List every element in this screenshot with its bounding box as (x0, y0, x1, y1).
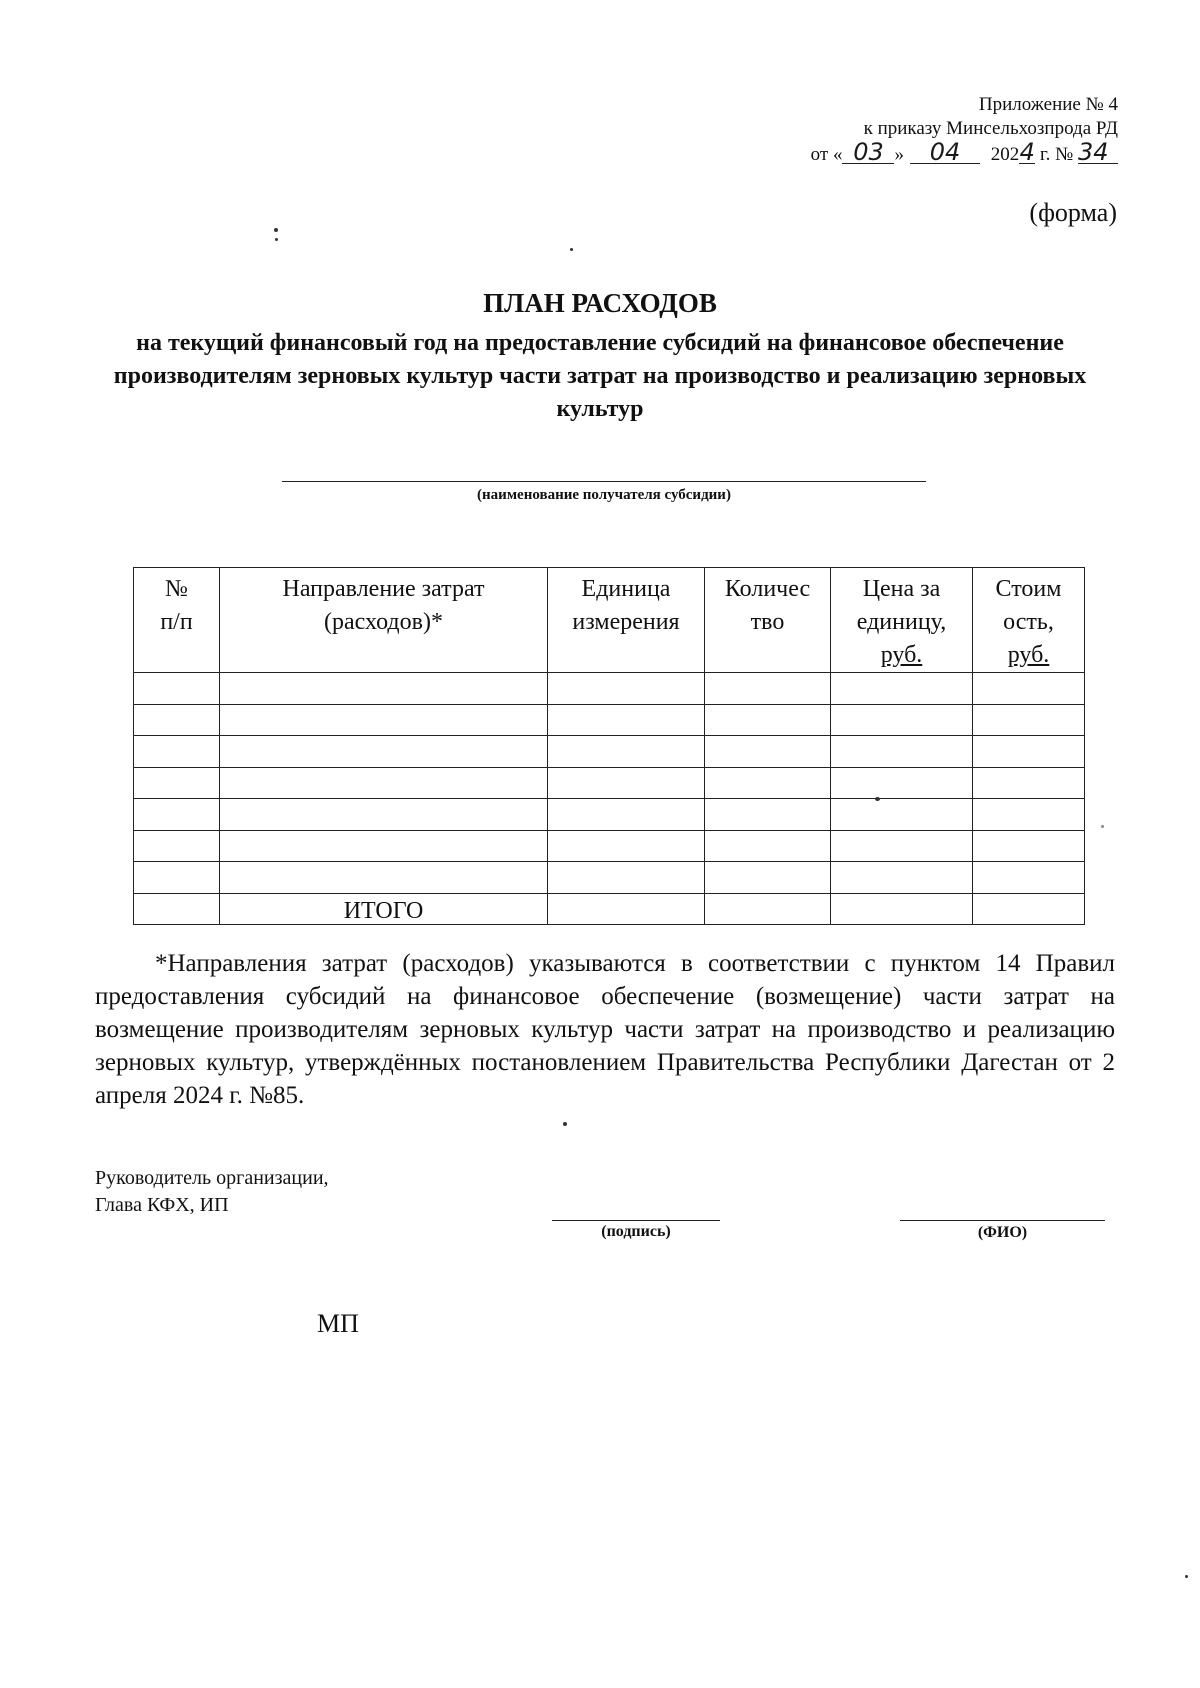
scan-speck (275, 238, 278, 241)
scan-speck (1101, 825, 1104, 828)
header-unit (548, 568, 705, 673)
header-cost-line1: Стоим (995, 576, 1062, 602)
header-direction-line1: Направление затрат (282, 576, 485, 602)
appendix-number: Приложение № 4 (978, 94, 1118, 115)
table-cell[interactable] (973, 799, 1085, 831)
stamp-place-label: МП (317, 1309, 359, 1338)
handwritten-month: 04 (910, 141, 980, 164)
table-cell[interactable] (831, 893, 973, 925)
table-cell[interactable] (134, 767, 220, 799)
header-price-line3: руб. (880, 642, 923, 668)
year-prefix: 202 (990, 144, 1020, 165)
table-cell[interactable] (548, 893, 705, 925)
header-number-line1: № (165, 576, 188, 602)
header-price-line2: единицу, (856, 609, 947, 635)
day-suffix: » (894, 144, 904, 165)
header-cost-line3: руб. (1007, 642, 1050, 668)
table-row (134, 799, 1085, 831)
table-cell[interactable] (548, 736, 705, 768)
document-subtitle: на текущий финансовый год на предоставление субсидий на финансовое обеспечение производителям зерновых культур части затрат на производство и реализацию зерновых культур (113, 330, 1087, 422)
table-row (134, 736, 1085, 768)
total-cost-cell[interactable] (973, 893, 1085, 925)
table-cell[interactable] (134, 799, 220, 831)
header-number (134, 568, 220, 673)
scan-speck (274, 228, 278, 232)
table-row (134, 767, 1085, 799)
table-cell[interactable] (831, 767, 973, 799)
footnote: *Направления затрат (расходов) указываются в соответствии с пунктом 14 Правил предоставления субсидий на финансовое обеспечение (возмещение) части затрат на возмещение производителям зерновых культур части затрат на производство и реализацию зерновых культур, утверждённых постановлением Правительства Республики Дагестан от 2 апреля 2024 г. №85. (95, 950, 1115, 1109)
table-cell[interactable] (973, 736, 1085, 768)
scan-speck (875, 797, 880, 801)
table-cell[interactable] (220, 673, 548, 705)
recipient-name-field[interactable] (282, 481, 926, 482)
table-cell[interactable] (134, 893, 220, 925)
table-cell[interactable] (705, 893, 831, 925)
total-label: ИТОГО (220, 893, 548, 925)
signature-caption: (подпись) (601, 1223, 671, 1240)
table-row (134, 862, 1085, 894)
table-cell[interactable] (220, 767, 548, 799)
table-cell[interactable] (134, 736, 220, 768)
header-quantity (705, 568, 831, 673)
total-row (134, 893, 1085, 925)
appendix-block (698, 93, 1118, 167)
table-row (134, 830, 1085, 862)
date-prefix: от « (810, 144, 843, 165)
header-quantity-line1: Количес (724, 576, 811, 602)
appendix-date-line (698, 138, 1118, 167)
handwritten-year-digit: 4 (1019, 138, 1035, 166)
table-cell[interactable] (831, 862, 973, 894)
appendix-order-ref: к приказу Минсельхозпрода РД (863, 118, 1118, 139)
signature-field[interactable] (552, 1220, 720, 1221)
document-title: ПЛАН РАСХОДОВ (483, 288, 717, 318)
table-cell[interactable] (548, 704, 705, 736)
form-label: (форма) (1029, 198, 1117, 227)
table-cell[interactable] (548, 673, 705, 705)
table-cell[interactable] (705, 830, 831, 862)
scan-speck (563, 1122, 567, 1126)
header-direction-line2: (расходов)* (324, 609, 443, 635)
table-cell[interactable] (973, 862, 1085, 894)
header-price-line1: Цена за (862, 576, 941, 602)
header-cost (973, 568, 1085, 673)
table-cell[interactable] (831, 799, 973, 831)
signer-role (95, 1165, 329, 1219)
header-direction (220, 568, 548, 673)
table-cell[interactable] (973, 704, 1085, 736)
table-cell[interactable] (831, 830, 973, 862)
header-unit-line1: Единица (581, 576, 671, 602)
table-cell[interactable] (220, 830, 548, 862)
table-cell[interactable] (220, 736, 548, 768)
scan-speck (1185, 1575, 1188, 1578)
scan-speck (570, 248, 573, 251)
year-suffix: г. № (1039, 144, 1074, 165)
header-number-line2: п/п (160, 609, 193, 635)
full-name-caption: (ФИО) (977, 1224, 1028, 1241)
table-cell[interactable] (548, 830, 705, 862)
handwritten-order-number: 34 (1078, 141, 1118, 164)
table-cell[interactable] (831, 704, 973, 736)
cost-plan-table (133, 567, 1085, 925)
table-cell[interactable] (705, 862, 831, 894)
table-cell[interactable] (548, 799, 705, 831)
signer-role-line2: Глава КФХ, ИП (95, 1194, 229, 1216)
table-row (134, 704, 1085, 736)
table-cell[interactable] (134, 862, 220, 894)
table-header-row (134, 568, 1085, 673)
header-unit-price (831, 568, 973, 673)
table-cell[interactable] (705, 736, 831, 768)
table-cell[interactable] (134, 830, 220, 862)
signer-role-line1: Руководитель организации, (95, 1167, 329, 1189)
table-cell[interactable] (220, 799, 548, 831)
table-cell[interactable] (705, 799, 831, 831)
table-cell[interactable] (548, 862, 705, 894)
table-cell[interactable] (134, 673, 220, 705)
table-cell[interactable] (134, 704, 220, 736)
table-cell[interactable] (548, 767, 705, 799)
table-cell[interactable] (220, 704, 548, 736)
full-name-field[interactable] (900, 1220, 1105, 1221)
header-quantity-line2: тво (750, 609, 785, 635)
table-cell[interactable] (705, 767, 831, 799)
table-cell[interactable] (973, 830, 1085, 862)
table-cell[interactable] (973, 767, 1085, 799)
recipient-caption: (наименование получателя субсидии) (477, 487, 731, 503)
header-cost-line2: ость, (1003, 609, 1054, 635)
table-row (134, 673, 1085, 705)
table-cell[interactable] (705, 673, 831, 705)
handwritten-day: 03 (842, 141, 894, 164)
table-cell[interactable] (973, 673, 1085, 705)
table-cell[interactable] (220, 862, 548, 894)
table-cell[interactable] (705, 704, 831, 736)
table-cell[interactable] (831, 736, 973, 768)
table-cell[interactable] (831, 673, 973, 705)
header-unit-line2: измерения (572, 609, 680, 635)
